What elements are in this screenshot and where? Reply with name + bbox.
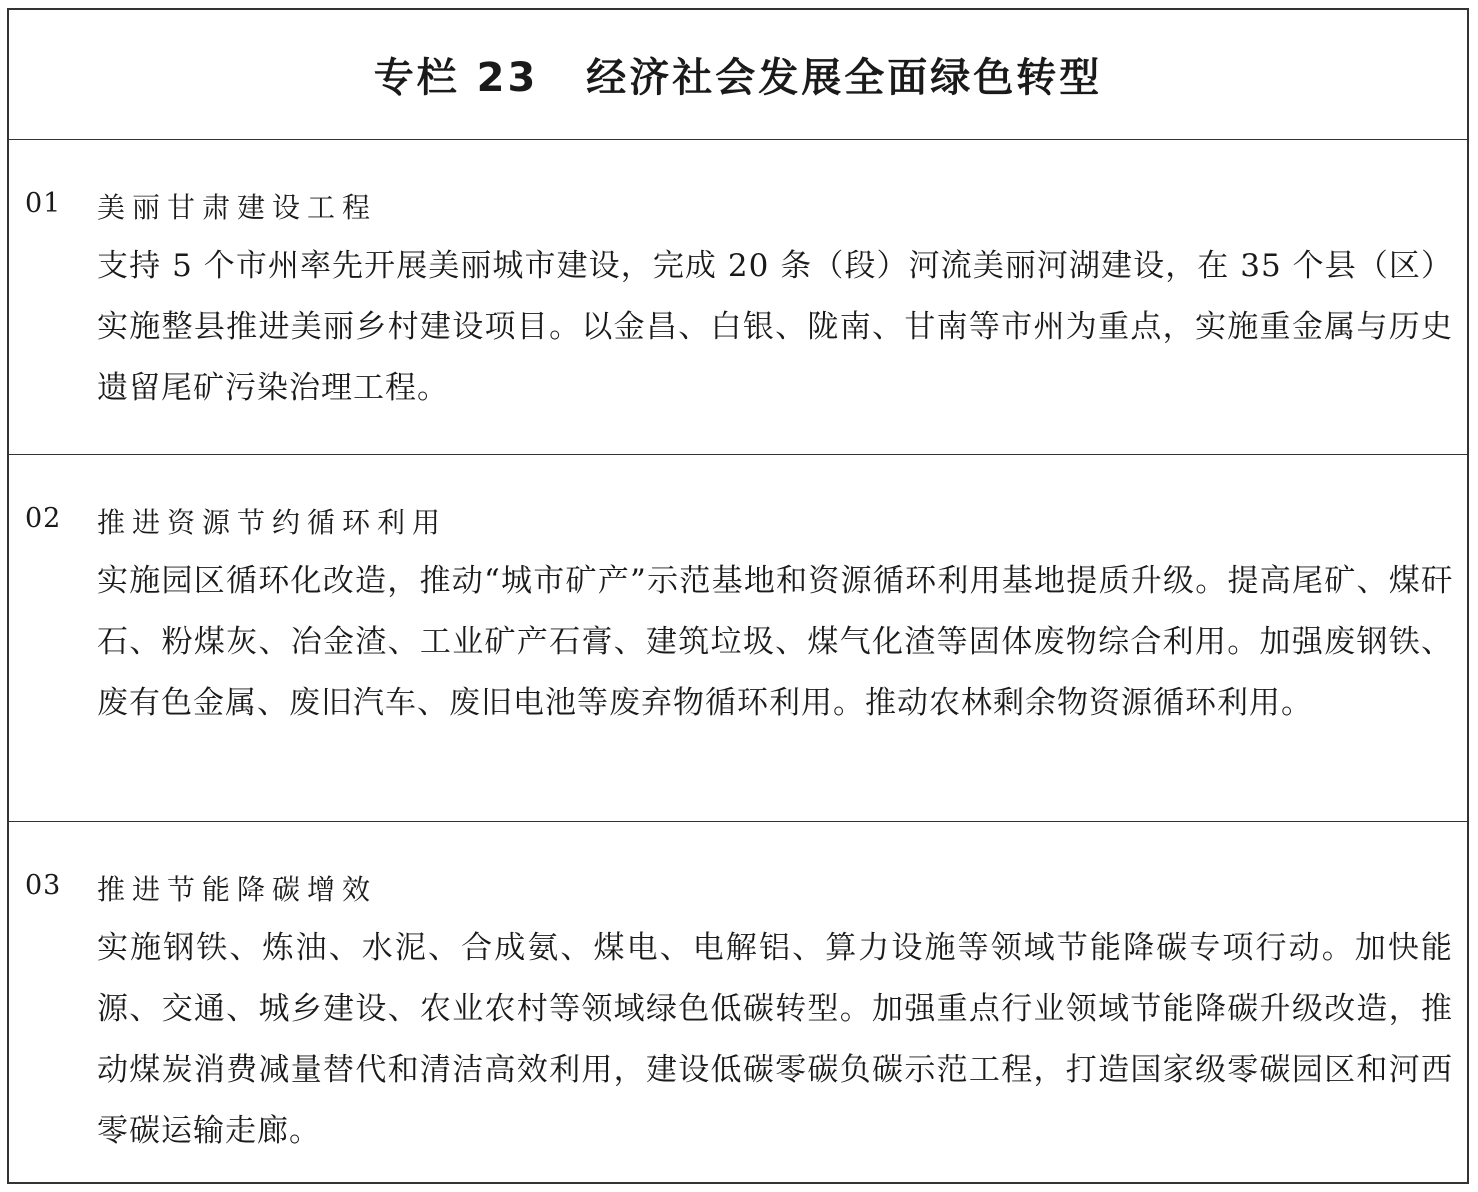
section-text: 实施园区循环化改造，推动“城市矿产”示范基地和资源循环利用基地提质升级。提高尾矿、煤矸石、粉煤灰、冶金渣、工业矿产石膏、建筑垃圾、煤气化渣等固体废物综合利用。加强废钢铁、废有色金属、废旧汽车、废旧电池等废弃物循环利用。推动农林剩余物资源循环利用。 bbox=[97, 563, 1453, 721]
column-title bbox=[374, 46, 1103, 103]
section-title: 美丽甘肃建设工程 bbox=[97, 191, 378, 224]
section-number: 01 bbox=[25, 188, 62, 219]
column-box bbox=[7, 8, 1469, 1184]
column-title-text: 经济社会发展全面绿色转型 bbox=[586, 55, 1103, 101]
section-02 bbox=[9, 455, 1467, 822]
section-number: 03 bbox=[25, 870, 62, 901]
section-03 bbox=[9, 822, 1467, 1184]
column-header bbox=[9, 10, 1467, 140]
column-label: 专栏 23 bbox=[373, 55, 539, 101]
section-number: 02 bbox=[25, 503, 62, 534]
section-text: 实施钢铁、炼油、水泥、合成氨、煤电、电解铝、算力设施等领域节能降碳专项行动。加快能源、交通、城乡建设、农业农村等领域绿色低碳转型。加强重点行业领域节能降碳升级改造，推动煤炭消费减量替代和清洁高效利用，建设低碳零碳负碳示范工程，打造国家级零碳园区和河西零碳运输走廊。 bbox=[97, 930, 1453, 1149]
section-01 bbox=[9, 140, 1467, 455]
section-title: 推进资源节约循环利用 bbox=[97, 506, 448, 539]
section-text: 支持 5 个市州率先开展美丽城市建设，完成 20 条（段）河流美丽河湖建设，在 35 个县（区）实施整县推进美丽乡村建设项目。以金昌、白银、陇南、甘南等市州为重点，实施重金属与历史遗留尾矿污染治理工程。 bbox=[97, 248, 1453, 406]
section-title: 推进节能降碳增效 bbox=[97, 873, 378, 906]
